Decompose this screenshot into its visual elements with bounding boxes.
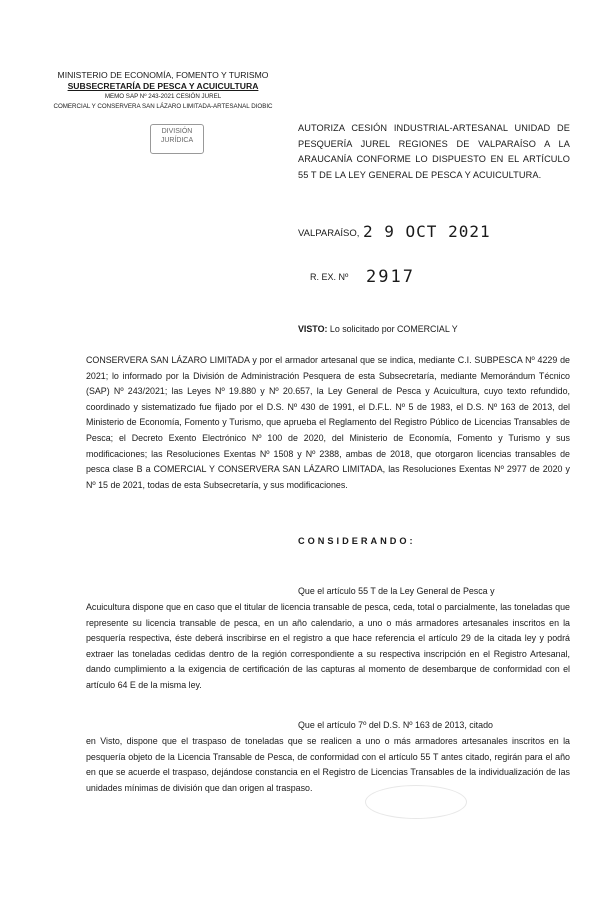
ministry-name: MINISTERIO DE ECONOMÍA, FOMENTO Y TURISMO (57, 70, 269, 80)
considerando-heading: CONSIDERANDO: (298, 536, 416, 546)
place-label: VALPARAÍSO, (298, 228, 360, 239)
stamp-line-2: JURÍDICA (160, 137, 194, 144)
subsecretaria-name: SUBSECRETARÍA DE PESCA Y ACUICULTURA (67, 81, 259, 91)
considerando-2-body: en Visto, dispone que el traspaso de toneladas que se realicen a uno o más armadores artesanales inscritos en la pesquería objeto de la Licencia Transable de Pesca, de conformidad con el artículo 55 T antes citado, regirán para el año en que se acuerde el traspaso, dejándose constancia en el Registro de Licencias Transables de la individualización de las unidades mínimas de división que dan origen al traspaso. (86, 736, 570, 793)
visto-label: VISTO: (298, 324, 328, 334)
division-stamp (150, 124, 204, 154)
company-reference: COMERCIAL Y CONSERVERA SAN LÁZARO LIMITADA-ARTESANAL DIOBIC (53, 103, 273, 110)
visto-first-text: Lo solicitado por COMERCIAL Y (329, 324, 458, 334)
letterhead (48, 70, 278, 112)
memo-reference: MEMO SAP Nº 243-2021 CESIÓN JUREL (104, 93, 222, 100)
visto-body: CONSERVERA SAN LÁZARO LIMITADA y por el armador artesanal que se indica, mediante C.I. SUBPESCA Nº 4229 de 2021; lo informado por la División de Administración Pesquera de esta Subsecretaría, mediante Memorándum Técnico (SAP) Nº 243/2021; las Leyes Nº 19.880 y Nº 20.657, la Ley General de Pesca y Acuicultura, cuyo texto refundido, coordinado y sistematizado fue fijado por el D.S. Nº 430 de 1991, el D.F.L. Nº 5 de 1983, el D.S. Nº 163 de 2013, del Ministerio de Economía, Fomento y Turismo, que aprueba el Reglamento del Registro Público de Licencias Transables de Pesca; el Decreto Exento Electrónico Nº 100 de 2020, del Ministerio de Economía, Fomento y Turismo y sus modificaciones; las Resoluciones Exentas Nº 1508 y Nº 2388, ambas de 2018, que otorgaron licencias transables de pesca clase B a COMERCIAL Y CONSERVERA SAN LÁZARO LIMITADA, las Resoluciones Exentas Nº 2977 de 2020 y Nº 15 de 2021, todas de esta Subsecretaría, y sus modificaciones. (86, 355, 570, 490)
visto-first-line (298, 322, 570, 338)
rex-number: 2917 (366, 267, 415, 287)
considerando-1-body: Acuicultura dispone que en caso que el titular de licencia transable de pesca, ceda, total o parcialmente, las toneladas que represente su licencia transable de pesca, en un año calendario, a uno o más armadores artesanales inscritos en la pesquería respectiva, éste deberá inscribirse en el registro a que hace referencia el artículo 29 de la citada ley y podrá extraer las toneladas cedidas dentro de la región correspondiente a su respectiva inscripción en el Registro Artesanal, dando cumplimiento a la exigencia de certificación de las capturas al momento de desembarque de conformidad con el artículo 64 E de la misma ley. (86, 602, 570, 690)
stamp-line-1: DIVISIÓN (161, 128, 193, 135)
considerando-1-first-line: Que el artículo 55 T de la Ley General de Pesca y (298, 586, 495, 596)
signature-mark (365, 785, 467, 819)
considerando-2-first-line: Que el artículo 7º del D.S. Nº 163 de 2013, citado (298, 720, 493, 730)
resolution-subject: AUTORIZA CESIÓN INDUSTRIAL-ARTESANAL UNIDAD DE PESQUERÍA JUREL REGIONES DE VALPARAÍSO A LA ARAUCANÍA CONFORME LO DISPUESTO EN EL ARTÍCULO 55 T DE LA LEY GENERAL DE PESCA Y ACUICULTURA. (298, 123, 570, 180)
rex-label: R. EX. Nº (310, 272, 349, 282)
resolution-date: 2 9 OCT 2021 (363, 222, 491, 241)
